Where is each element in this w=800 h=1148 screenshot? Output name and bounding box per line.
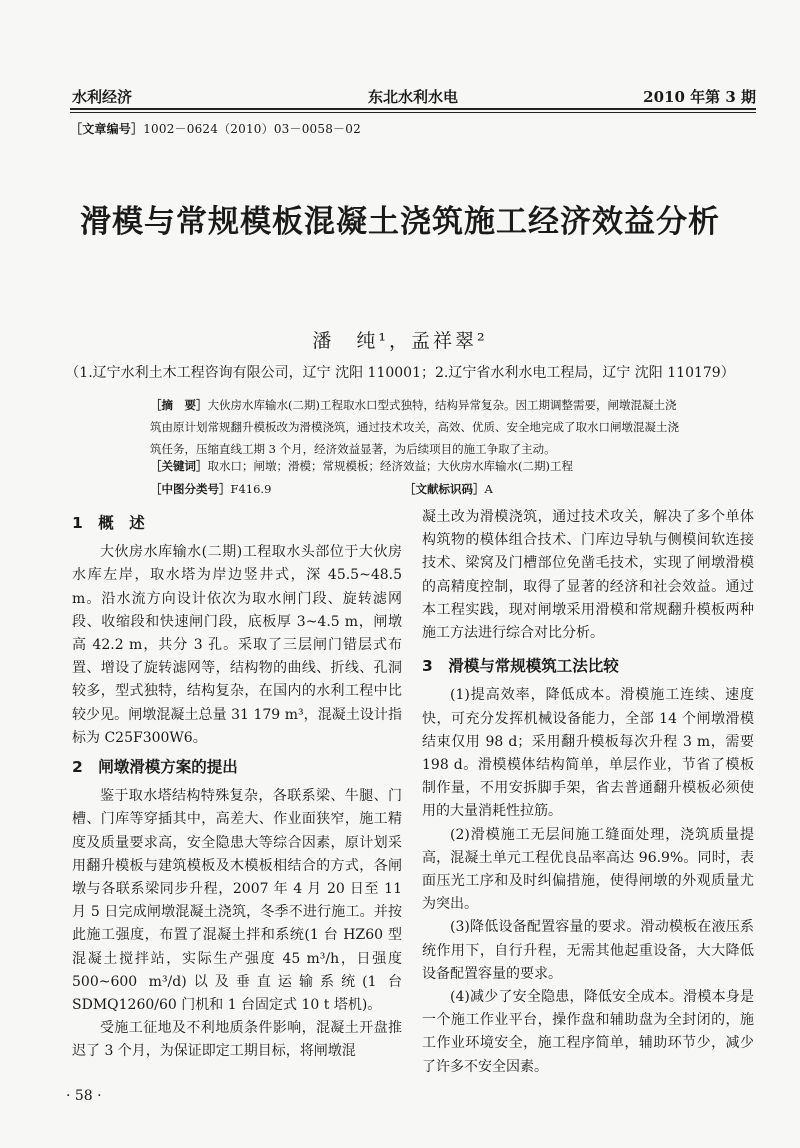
classification-value: F416.9 [230,482,272,496]
section-1-paragraph: 大伙房水库输水(二期)工程取水头部位于大伙房水库左岸，取水塔为岸边竖井式，深 45.5~48.5 m。沿水流方向设计依次为取水闸门段、旋转滤网段、收缩段和快速闸门段，底板厚 3~4.5 m，闸墩高 42.2 m，共分 3 孔。采取了三层闸门错层式布置、增设了旋转滤网等，结构物的曲线、折线、孔洞较多，型式独特，结构复杂，在国内的水利工程中比较少见。闸墩混凝土总量 31 179 m³，混凝土设计指标为 C25F300W6。 [72,544,402,746]
section-2-paragraph-1: 鉴于取水塔结构特殊复杂，各联系梁、牛腿、门槽、门库等穿插其中，高差大、作业面狭窄，施工精度及质量要求高，安全隐患大等综合因素，原计划采用翻升模板与建筑模板及木模板相结合的方式，各闸墩与各联系梁同步升程，2007 年 4 月 20 日至 11 月 5 日完成闸墩混凝土浇筑，冬季不进行施工。并按此施工强度，布置了混凝土拌和系统(1 台 HZ60 型混凝土搅拌站，实际生产强度 45 m³/h，日强度 500~600 m³/d)以及垂直运输系统(1 台 SDMQ1260/60 门机和 1 台固定式 10 t 塔机)。 [72,788,402,1014]
page-number: · 58 · [66,1088,102,1104]
header-journal: 东北水利水电 [367,88,458,106]
section-3-paragraph-2: (2)滑模施工无层间施工缝面处理，浇筑质量提高，混凝土单元工程优良品率高达 96.9%。同时，表面压光工序和及时纠偏措施，使得闸墩的外观质量尤为突出。 [422,826,754,913]
section-2-heading: 2 闸墩滑模方案的提出 [72,758,238,777]
document-code [404,481,493,497]
section-2-paragraph-2-continued: 凝土改为滑模浇筑，通过技术攻关，解决了多个单体构筑物的模体组合技术、门库边导轨与侧模间软连接技术、梁窝及门槽部位免凿毛技术，实现了闸墩滑模的高精度控制，取得了显著的经济和社会效益。通过本工程实践，现对闸墩采用滑模和常规翻升模板两种施工方法进行综合对比分析。 [422,509,754,642]
keywords-text: 取水口；闸墩；滑模；常规模板；经济效益；大伙房水库输水(二期)工程 [207,459,573,473]
section-3-paragraph-4: (4)减少了安全隐患，降低安全成本。滑模本身是一个施工作业平台，操作盘和辅助盘为全封闭的，施工作业环境安全，施工程序简单，辅助环节少，减少了许多不安全因素。 [422,989,754,1075]
classification-label: ［中图分类号］ [150,482,231,496]
running-header [70,84,756,110]
authors: 潘 纯¹，孟祥翠² [312,330,488,352]
classification [150,481,271,497]
header-rule-thin [70,112,756,113]
section-2-paragraph-2: 受施工征地及不利地质条件影响，混凝土开盘推迟了 3 个月，为保证即定工期目标，将闸墩混 [72,1020,402,1060]
keywords-label: ［关键词］ [150,459,208,473]
article-number-label: ［文章编号］ [70,122,144,136]
document-code-label: ［文献标识码］ [404,482,485,496]
header-issue: 2010 年第 3 期 [643,88,756,106]
document-code-value: A [484,482,493,496]
article-number-value: 1002－0624（2010）03－0058－02 [143,122,361,136]
section-3-paragraph-1: (1)提高效率，降低成本。滑模施工连续、速度快，可充分发挥机械设备能力，全部 14 个闸墩滑模结束仅用 98 d；采用翻升模板每次升程 3 m，需要 198 d。滑模模体结构简单，单层作业，节省了模板制作量，不用安拆脚手架，省去普通翻升模板必须使用的大量消耗性拉筋。 [422,687,754,820]
article-number [70,120,361,137]
column-left [72,506,402,1064]
page-title: 滑模与常规模板混凝土浇筑施工经济效益分析 [80,204,720,240]
keywords [150,458,690,474]
abstract-text: 大伙房水库输水(二期)工程取水口型式独特，结构异常复杂。因工期调整需要，闸墩混凝土浇筑由原计划常规翻升模板改为滑模浇筑，通过技术攻关，高效、优质、安全地完成了取水口闸墩混凝土浇筑任务，压缩直线工期 3 个月，经济效益显著，为后续项目的施工争取了主动。 [150,398,679,456]
header-rule-thick [70,108,756,110]
abstract [150,394,680,460]
section-3-heading: 3 滑模与常规模筑工法比较 [422,657,619,676]
column-right [422,506,754,1079]
header-section: 水利经济 [72,88,133,106]
section-1-heading: 1 概 述 [72,514,145,532]
abstract-label: ［摘 要］ [150,398,208,412]
affiliation: （1.辽宁水利土木工程咨询有限公司，辽宁 沈阳 110001；2.辽宁省水利水电工程局，辽宁 沈阳 110179） [65,365,735,381]
section-3-paragraph-3: (3)降低设备配置容量的要求。滑动模板在液压系统作用下，自行升程，无需其他起重设备，大大降低设备配置容量的要求。 [422,919,754,982]
